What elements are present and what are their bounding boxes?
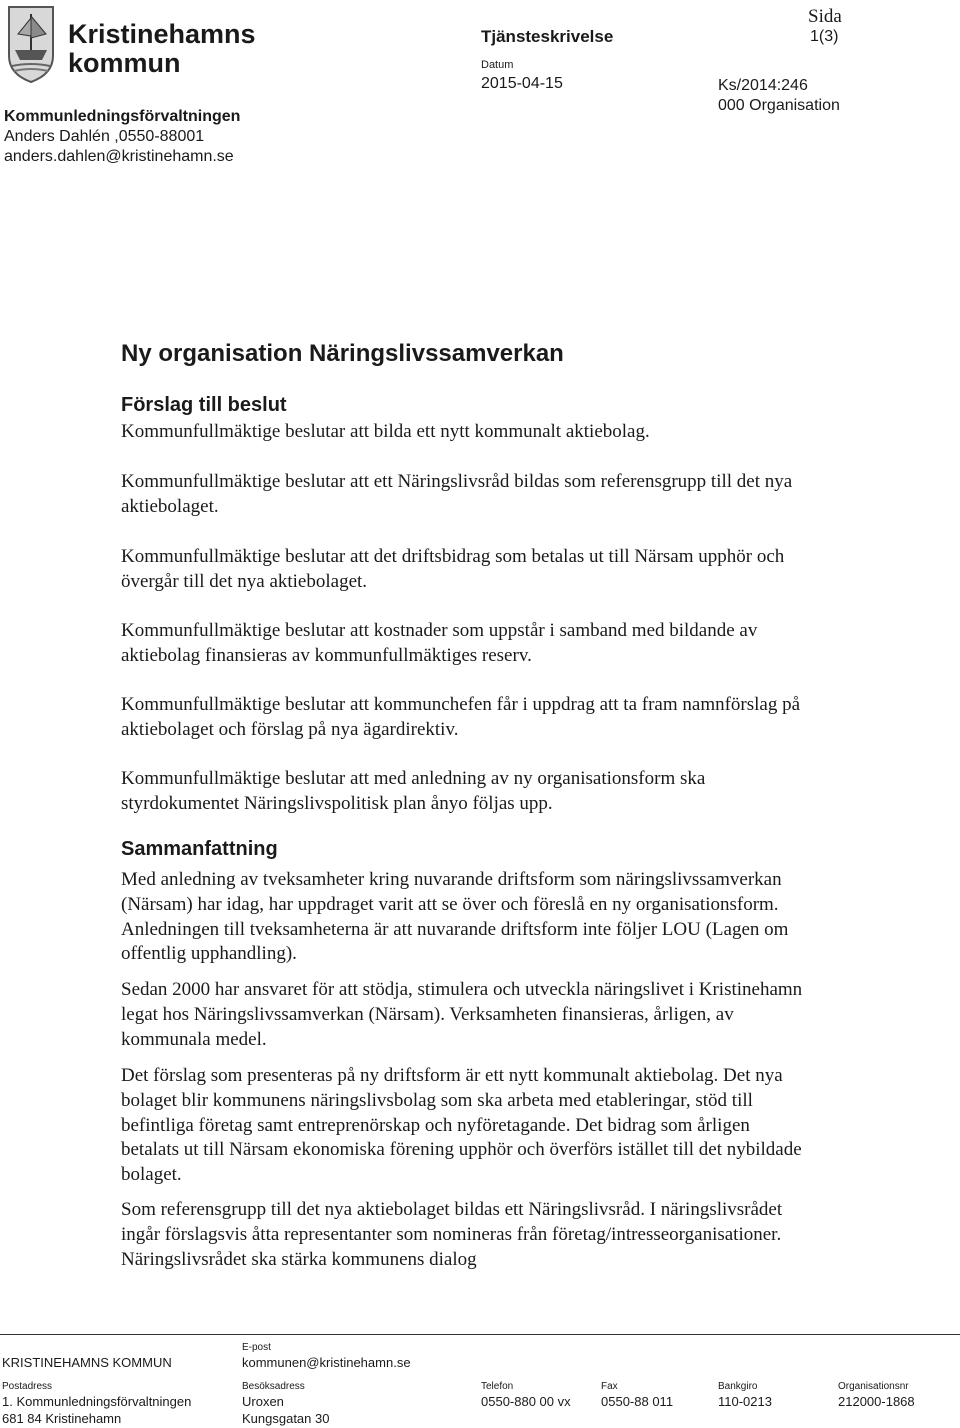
sender-block bbox=[4, 107, 240, 167]
org-name-line1: Kristinehamns bbox=[68, 19, 256, 49]
reference-number: Ks/2014:246 bbox=[718, 77, 808, 94]
footer-bankgiro: 110-0213 bbox=[718, 1394, 772, 1409]
proposal-heading: Förslag till beslut bbox=[121, 394, 287, 416]
department-name: Kommunledningsförvaltningen bbox=[4, 108, 241, 125]
summary-heading: Sammanfattning bbox=[121, 838, 278, 860]
organization-name bbox=[68, 20, 256, 78]
date-label: Datum bbox=[481, 59, 514, 71]
footer-postal-label: Postadress bbox=[2, 1381, 53, 1392]
footer-email-label: E-post bbox=[242, 1342, 271, 1353]
footer-fax-label: Fax bbox=[601, 1381, 618, 1392]
summary-paragraph: Det förslag som presenteras på ny driftsform är ett nytt kommunalt aktiebolag. Det nya bolaget blir kommunens näringslivsbolag som ska arbeta med etableringar, stöd till befintliga företag samt entreprenörskap och nyföretagande. Det bidrag som årligen betalats ut till Närsam ekonomiska förening upphör och överförs istället till det nybildade bolaget. bbox=[121, 1065, 802, 1186]
page-number: 1(3) bbox=[810, 28, 839, 45]
proposal-item: Kommunfullmäktige beslutar att ett Näringslivsråd bildas som referensgrupp till det nya aktiebolaget. bbox=[121, 471, 793, 517]
footer-orgnr-label: Organisationsnr bbox=[838, 1381, 909, 1392]
footer-postal-line1: 1. Kommunledningsförvaltningen bbox=[2, 1394, 192, 1409]
footer-visit-line2: Kungsgatan 30 bbox=[242, 1411, 330, 1426]
footer-postal-line2: 681 84 Kristinehamn bbox=[2, 1411, 122, 1426]
ship-shield-icon bbox=[6, 4, 56, 84]
footer-visit-line1: Uroxen bbox=[242, 1394, 284, 1409]
document-category: 000 Organisation bbox=[718, 97, 840, 114]
footer-visit-label: Besöksadress bbox=[242, 1381, 305, 1392]
page-label: Sida bbox=[808, 6, 842, 27]
summary-paragraph: Sedan 2000 har ansvaret för att stödja, stimulera och utveckla näringslivet i Kristinehamn legat hos Näringslivssamverkan (Närsam). Verksamheten finansieras, årligen, av kommunala medel. bbox=[121, 979, 803, 1050]
proposal-item: Kommunfullmäktige beslutar att kommunchefen får i uppdrag att ta fram namnförslag på aktiebolaget och förslag på nya ägardirektiv. bbox=[121, 694, 801, 740]
contact-email: anders.dahlen@kristinehamn.se bbox=[4, 148, 234, 165]
footer-orgnr: 212000-1868 bbox=[838, 1394, 915, 1409]
document-title: Ny organisation Näringslivssamverkan bbox=[121, 340, 564, 367]
footer-fax: 0550-88 011 bbox=[601, 1394, 674, 1409]
proposal-item: Kommunfullmäktige beslutar att det driftsbidrag som betalas ut till Närsam upphör och övergår till det nya aktiebolaget. bbox=[121, 546, 785, 592]
footer-divider bbox=[0, 1334, 960, 1335]
municipal-crest-logo bbox=[6, 4, 56, 84]
org-name-line2: kommun bbox=[68, 48, 181, 78]
proposal-item: Kommunfullmäktige beslutar att kostnader som uppstår i samband med bildande av aktiebolag finansieras av kommunfullmäktiges reserv. bbox=[121, 620, 758, 666]
summary-paragraph: Med anledning av tveksamheter kring nuvarande driftsform som näringslivssamverkan (Närsam) har idag, har uppdraget varit att se över och föreslå en ny organisationsform. Anledningen till tveksamheterna är att nuvarande driftsform inte följer LOU (Lagen om offentlig upphandling). bbox=[121, 869, 789, 965]
contact-name-phone: Anders Dahlén ,0550-88001 bbox=[4, 128, 205, 145]
document-date: 2015-04-15 bbox=[481, 75, 563, 92]
document-type: Tjänsteskrivelse bbox=[481, 27, 614, 46]
proposal-item: Kommunfullmäktige beslutar att med anledning av ny organisationsform ska styrdokumentet Näringslivspolitisk plan ånyo följas upp. bbox=[121, 768, 706, 814]
summary-paragraph: Som referensgrupp till det nya aktiebolaget bildas ett Näringslivsråd. I näringslivsrådet ingår förslagsvis åtta representanter som nomineras från företag/intresseorganisationer. Näringslivsrådet ska stärka kommunens dialog bbox=[121, 1199, 783, 1270]
footer-org-name: KRISTINEHAMNS KOMMUN bbox=[2, 1355, 172, 1370]
footer-phone: 0550-880 00 vx bbox=[481, 1394, 571, 1409]
proposal-item: Kommunfullmäktige beslutar att bilda ett nytt kommunalt aktiebolag. bbox=[121, 421, 650, 442]
footer-bankgiro-label: Bankgiro bbox=[718, 1381, 758, 1392]
footer-phone-label: Telefon bbox=[481, 1381, 514, 1392]
footer-email: kommunen@kristinehamn.se bbox=[242, 1355, 411, 1370]
